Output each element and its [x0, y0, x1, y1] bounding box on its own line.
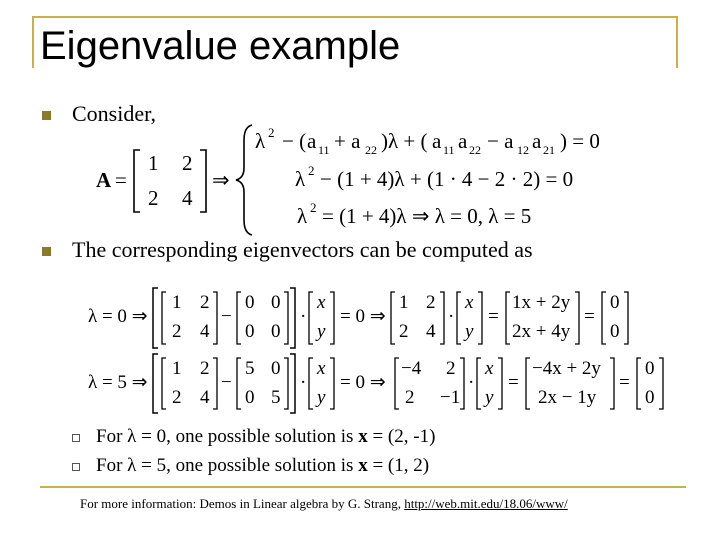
- svg-text:) = 0: ) = 0: [560, 129, 600, 153]
- svg-text:− (1 + 4)λ + (1 · 4 − 2 · 2) =: − (1 + 4)λ + (1 · 4 − 2 · 2) = 0: [320, 167, 574, 191]
- sub-bullet-box-icon: [72, 434, 80, 442]
- svg-text:1: 1: [399, 292, 409, 313]
- svg-text:=: =: [619, 372, 630, 393]
- solution-lambda-5: For λ = 5, one possible solution is x = (1, 2): [96, 455, 430, 476]
- svg-text:11: 11: [318, 143, 330, 157]
- bullet-consider: Consider,: [72, 101, 157, 126]
- svg-text:2: 2: [200, 292, 210, 313]
- sub-bullet-box-icon: [72, 463, 80, 471]
- svg-text:a: a: [458, 129, 468, 153]
- footer-reference: [80, 496, 568, 512]
- bullet-eigenvectors: The corresponding eigenvectors can be computed as: [72, 237, 533, 262]
- svg-text:0: 0: [271, 358, 281, 379]
- svg-text:1x + 2y: 1x + 2y: [512, 292, 571, 313]
- svg-text:2: 2: [172, 387, 182, 408]
- svg-text:4: 4: [200, 321, 210, 342]
- svg-text:−1: −1: [440, 387, 461, 408]
- svg-text:x: x: [317, 358, 326, 379]
- svg-text:0: 0: [610, 292, 620, 313]
- svg-text:0: 0: [271, 321, 281, 342]
- svg-text:2: 2: [148, 186, 159, 210]
- svg-text:=: =: [584, 306, 595, 327]
- svg-text:2: 2: [268, 125, 275, 140]
- svg-text:=: =: [115, 168, 127, 192]
- svg-text:− (: − (: [282, 129, 307, 153]
- svg-text:0: 0: [645, 387, 655, 408]
- svg-text:y: y: [317, 387, 326, 408]
- svg-text:2x + 4y: 2x + 4y: [512, 321, 571, 342]
- svg-text:λ: λ: [255, 129, 266, 153]
- footer-text: For more information: Demos in Linear algebra by G. Strang,: [80, 496, 405, 511]
- svg-text:0: 0: [245, 321, 255, 342]
- svg-text:a: a: [307, 129, 317, 153]
- svg-text:2: 2: [200, 358, 210, 379]
- svg-text:−: −: [221, 306, 232, 327]
- svg-text:1: 1: [172, 358, 182, 379]
- svg-text:21: 21: [543, 143, 555, 157]
- svg-text:22: 22: [365, 143, 377, 157]
- svg-text:− a: − a: [487, 129, 514, 153]
- svg-text:x: x: [317, 292, 326, 313]
- svg-text:0: 0: [245, 292, 255, 313]
- svg-text:4: 4: [182, 186, 193, 210]
- svg-text:0: 0: [271, 292, 281, 313]
- svg-text:a: a: [432, 129, 442, 153]
- svg-text:= 0 ⇒: = 0 ⇒: [340, 306, 386, 327]
- eigenvector-equation-lambda-5: [88, 354, 663, 413]
- svg-text:a: a: [532, 129, 542, 153]
- svg-text:λ: λ: [295, 167, 306, 191]
- svg-text:= (1 + 4)λ ⇒ λ = 0, λ = 5: = (1 + 4)λ ⇒ λ = 0, λ = 5: [322, 204, 532, 228]
- svg-text:0: 0: [610, 321, 620, 342]
- svg-text:−4: −4: [401, 358, 422, 379]
- svg-text:1: 1: [172, 292, 182, 313]
- svg-text:0: 0: [645, 358, 655, 379]
- svg-text:x: x: [485, 358, 494, 379]
- svg-text:y: y: [485, 387, 494, 408]
- svg-text:11: 11: [443, 143, 455, 157]
- svg-text:+ a: + a: [334, 129, 361, 153]
- svg-text:λ: λ: [297, 204, 308, 228]
- svg-text:x: x: [465, 292, 474, 313]
- svg-text:−: −: [221, 372, 232, 393]
- svg-text:=: =: [508, 372, 519, 393]
- eigenvector-equation-lambda-0: [88, 288, 628, 348]
- svg-text:= 0 ⇒: = 0 ⇒: [340, 372, 386, 393]
- svg-text:4: 4: [426, 321, 436, 342]
- svg-text:2x − 1y: 2x − 1y: [538, 387, 597, 408]
- svg-text:·: ·: [468, 372, 475, 393]
- solution-lambda-0: For λ = 0, one possible solution is x = (2, -1): [96, 426, 436, 447]
- slide-title: Eigenvalue example: [40, 24, 401, 68]
- svg-text:=: =: [488, 306, 499, 327]
- svg-text:y: y: [465, 321, 474, 342]
- svg-text:2: 2: [399, 321, 409, 342]
- svg-text:⇒: ⇒: [212, 168, 230, 192]
- svg-text:5: 5: [271, 387, 281, 408]
- svg-text:−4x + 2y: −4x + 2y: [532, 358, 601, 379]
- svg-text:2: 2: [446, 358, 456, 379]
- svg-text:0: 0: [245, 387, 255, 408]
- svg-text:2: 2: [310, 200, 317, 215]
- svg-text:A: A: [96, 168, 112, 192]
- svg-text:12: 12: [517, 143, 529, 157]
- svg-text:λ = 5 ⇒: λ = 5 ⇒: [88, 372, 148, 393]
- svg-text:2: 2: [405, 387, 415, 408]
- svg-text:2: 2: [182, 151, 193, 175]
- svg-text:2: 2: [426, 292, 436, 313]
- footer-link[interactable]: http://web.mit.edu/18.06/www/: [404, 496, 568, 511]
- svg-text:2: 2: [308, 163, 315, 178]
- svg-text:1: 1: [148, 151, 159, 175]
- svg-text:·: ·: [300, 306, 307, 327]
- svg-text:y: y: [317, 321, 326, 342]
- svg-text:·: ·: [448, 306, 455, 327]
- svg-text:5: 5: [245, 358, 255, 379]
- svg-text:·: ·: [300, 372, 307, 393]
- svg-text:22: 22: [469, 143, 481, 157]
- svg-text:)λ + (: )λ + (: [381, 129, 428, 153]
- svg-text:2: 2: [172, 321, 182, 342]
- svg-text:4: 4: [200, 387, 210, 408]
- svg-text:λ = 0 ⇒: λ = 0 ⇒: [88, 306, 148, 327]
